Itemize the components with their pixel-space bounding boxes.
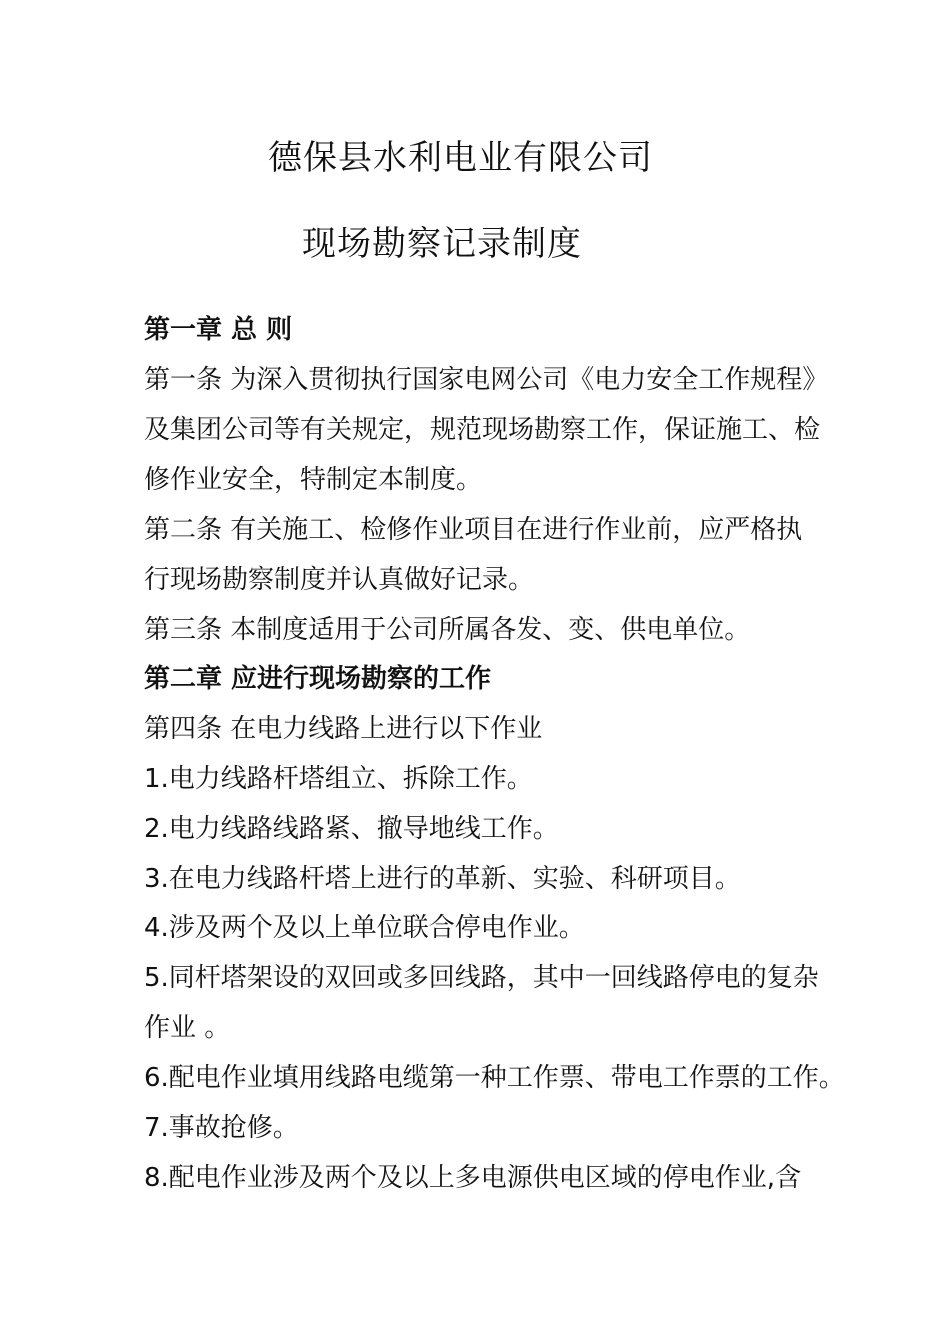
- list-item: 3.在电力线路杆塔上进行的革新、实验、科研项目。: [144, 864, 741, 894]
- list-item: 7.事故抢修。: [144, 1113, 299, 1143]
- chapter-heading: 第二章 应进行现场勘察的工作: [144, 664, 492, 694]
- text-line: 行现场勘察制度并认真做好记录。: [144, 565, 535, 595]
- list-item: 2.电力线路线路紧、撤导地线工作。: [144, 814, 559, 844]
- text-line: 及集团公司等有关规定，规范现场勘察工作，保证施工、检: [144, 415, 821, 445]
- text-line: 第二条 有关施工、检修作业项目在进行作业前，应严格执: [144, 515, 803, 545]
- list-item: 作业 。: [144, 1013, 231, 1043]
- list-item: 5.同杆塔架设的双回或多回线路，其中一回线路停电的复杂: [144, 963, 819, 993]
- company-title: 德保县水利电业有限公司: [268, 138, 653, 178]
- text-line: 第四条 在电力线路上进行以下作业: [144, 714, 543, 744]
- list-item: 6.配电作业填用线路电缆第一种工作票、带电工作票的工作。: [144, 1063, 845, 1093]
- list-item: 1.电力线路杆塔组立、拆除工作。: [144, 764, 533, 794]
- document-title: 现场勘察记录制度: [302, 224, 582, 264]
- list-item: 4.涉及两个及以上单位联合停电作业。: [144, 913, 585, 943]
- list-item: 8.配电作业涉及两个及以上多电源供电区域的停电作业,含: [144, 1163, 802, 1193]
- text-line: 修作业安全，特制定本制度。: [144, 465, 483, 495]
- text-line: 第一条 为深入贯彻执行国家电网公司《电力安全工作规程》: [144, 365, 829, 395]
- text-line: 第三条 本制度适用于公司所属各发、变、供电单位。: [144, 615, 751, 645]
- chapter-heading: 第一章 总 则: [144, 315, 293, 345]
